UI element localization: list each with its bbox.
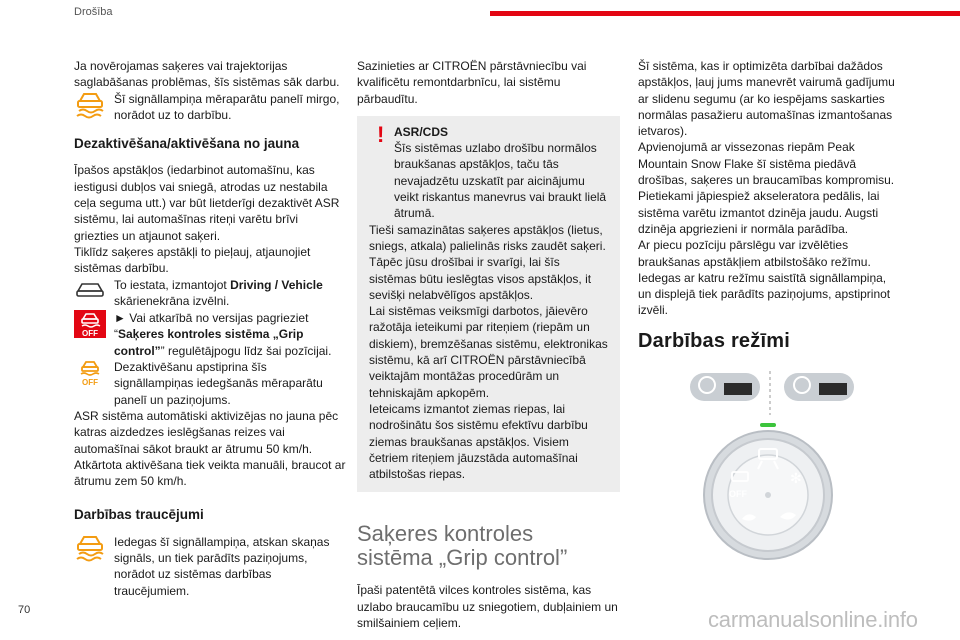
- system-paragraph-5: Iedegas ar katru režīmu saistītā signāllampiņa, un displejā tiek parādīts paziņojums, apstiprinot izvēli.: [638, 270, 891, 318]
- grip-control-title: Saķeres kontroles sistēma „Grip control”: [357, 521, 568, 571]
- warning-header: [369, 121, 608, 147]
- car-menu-icon: [74, 279, 106, 299]
- steering-button-left-icon: [690, 373, 760, 401]
- auto-reactivate-paragraph: ASR sistēma automātiski aktivizējas no jauna pēc katras aizdedzes ieslēgšanas reizes vai automašīnai sākot braukt ar ātrumu 50 km/h.: [74, 408, 339, 456]
- warning-first-line: Šīs sistēmas uzlabo drošību normālos braukšanas apstākļos, taču tās nevajadzētu uzskatīt par aicinājumu veikt riskantus manevrus vai braukt lielā ātrumā.: [394, 141, 607, 221]
- menu-name: Driving / Vehicle: [230, 277, 323, 292]
- system-paragraph-1: Šī sistēma, kas ir optimizēta darbībai dažādos apstākļos, ļauj jums manevrēt vairumā gadījumu ar slidenu segumu (ar ko iespējams saskarties normālas pasažieru automašīnas izmantošanas ietvaros).: [638, 59, 895, 139]
- fault-text: Iedegas šī signāllampiņa, atskan skaņas signāls, un tiek parādīts paziņojums, norādot uz sistēmas darbības traucējumiem.: [114, 534, 330, 598]
- off-warning-label: OFF: [82, 378, 98, 388]
- grip-intro-paragraph: Īpaši patentētā vilces kontroles sistēma, kas uzlabo braucamību uz sniegotiem, dubļainiem un smilšainiem ceļiem.: [357, 583, 618, 631]
- off-light-text: Dezaktivēšanu apstiprina šīs signāllampiņas iedegšanās mēraparātu panelī un paziņojums.: [114, 360, 323, 407]
- header-section-label: Drošība: [74, 6, 113, 18]
- skid-warning-icon: [74, 91, 106, 119]
- grip-control-knob: [704, 423, 832, 559]
- system-paragraph-3: Pietiekami jāpiespiež akseleratora pedālis, lai sistēma varētu izmantot dzinēja jaudu. Augsti dzinēja apgriezieni ir normāla parādība.: [638, 189, 880, 236]
- system-paragraph-4: Ar piecu pozīciju pārslēgu var izvēlēties braukšanas apstākļiem atbilstošāko režīmu.: [638, 238, 871, 269]
- version-note: [74, 310, 346, 359]
- heading-operating-modes: Darbības režīmi: [638, 329, 790, 352]
- column-left: [74, 58, 346, 599]
- active-mode-indicator: [760, 423, 776, 427]
- grip-control-diagram: [638, 365, 900, 565]
- warning-paragraph-2: Tieši samazinātas saķeres apstākļos (lietus, sniegs, atkala) palielinās risks zaudēt saķeri. Tāpēc jūsu drošībai ir svarīgi, lai šīs sistēmas būtu ieslēgtas visos apstākļos, it sevišķi nelabvēlīgos apstākļos.: [369, 222, 606, 302]
- deactivate-paragraph-2: Tiklīdz saķeres apstākļi to pieļauj, atjaunojiet sistēmas darbību.: [74, 244, 311, 276]
- fault-note: [74, 534, 346, 599]
- grip-control-name: Saķeres kontroles sistēma „Grip control”: [114, 327, 304, 358]
- off-light-note: [74, 359, 346, 408]
- page-number: 70: [18, 604, 31, 616]
- skid-light-text: Šī signāllampiņa mēraparātu panelī mirgo, norādot uz to darbību.: [114, 91, 340, 122]
- warning-paragraph-3: Lai sistēmas veiksmīgi darbotos, jāievēro ražotāja ieteikumi par riteņiem (riepām un diskiem), bremzēšanas sistēmu, elektronikas sistēmu, kā arī CITROËN pārstāvniecībā veiktajām montāžas procedūrām un tehniskajām apkopēm.: [369, 304, 608, 400]
- system-paragraph-2: Apvienojumā ar vissezonas riepām Peak Mountain Snow Flake šī sistēma piedāvā drošības, saķeres un braucamības kompromisu.: [638, 140, 895, 188]
- knob-off-label: OFF: [729, 489, 747, 500]
- grip-control-illustration: [638, 365, 900, 565]
- exclamation-icon: !: [377, 121, 385, 147]
- skid-off-warning-icon: [74, 359, 106, 387]
- manual-reactivate-paragraph: Atkārtota aktivēšana tiek veikta manuāli, braucot ar ātrumu zem 50 km/h.: [74, 457, 346, 489]
- version-note-text: ► Vai atkarībā no versijas pagrieziet “Saķeres kontroles sistēma „Grip control”” regulētājpogu līdz šai pozīcijai.: [114, 311, 332, 358]
- contact-paragraph: Sazinieties ar CITROËN pārstāvniecību vai kvalificētu remontdarbnīcu, lai sistēmu pārbaudītu.: [357, 59, 587, 106]
- skid-off-badge-icon: [74, 310, 106, 338]
- off-badge-label: OFF: [82, 329, 98, 339]
- steering-button-right-icon: [784, 373, 854, 401]
- watermark: carmanualsonline.info: [708, 607, 918, 632]
- mode-snow-icon: ✻: [790, 471, 802, 488]
- column-middle: [357, 58, 620, 631]
- warning-title: ASR/CDS: [394, 124, 449, 139]
- skid-light-note: [74, 91, 346, 124]
- intro-paragraph: Ja novērojamas saķeres vai trajektorijas saglabāšanas problēmas, šīs sistēmas sāk darbu.: [74, 59, 340, 90]
- heading-faults: Darbības traucējumi: [74, 507, 204, 523]
- menu-note-text: To iestata, izmantojot Driving / Vehicle skārienekrāna izvēlni.: [114, 277, 323, 308]
- warning-paragraph-4: Ieteicams izmantot ziemas riepas, lai nodrošinātu šos sistēmu efektīvu darbību ziemas braukšanas apstākļos. Visiem četriem riteņiem jāuzstāda automašīnai atbilstošas riepas.: [369, 401, 588, 482]
- column-right: [638, 58, 900, 565]
- header-accent-bar: [490, 11, 960, 16]
- heading-deactivate: Dezaktivēšana/aktivēšana no jauna: [74, 136, 300, 152]
- asr-warning-box: [357, 116, 620, 493]
- menu-note: [74, 277, 346, 310]
- skid-fault-icon: [74, 534, 106, 562]
- deactivate-paragraph-1: Īpašos apstākļos (iedarbinot automašīnu, kas iestigusi dubļos vai sniegā, atrodas uz nestabila ceļa seguma utt.) var būt lietderīgi dezaktivēt ASR sistēmu, lai automašīnas riteņi varētu brīvi griezties un atjaunot saķeri.: [74, 163, 340, 243]
